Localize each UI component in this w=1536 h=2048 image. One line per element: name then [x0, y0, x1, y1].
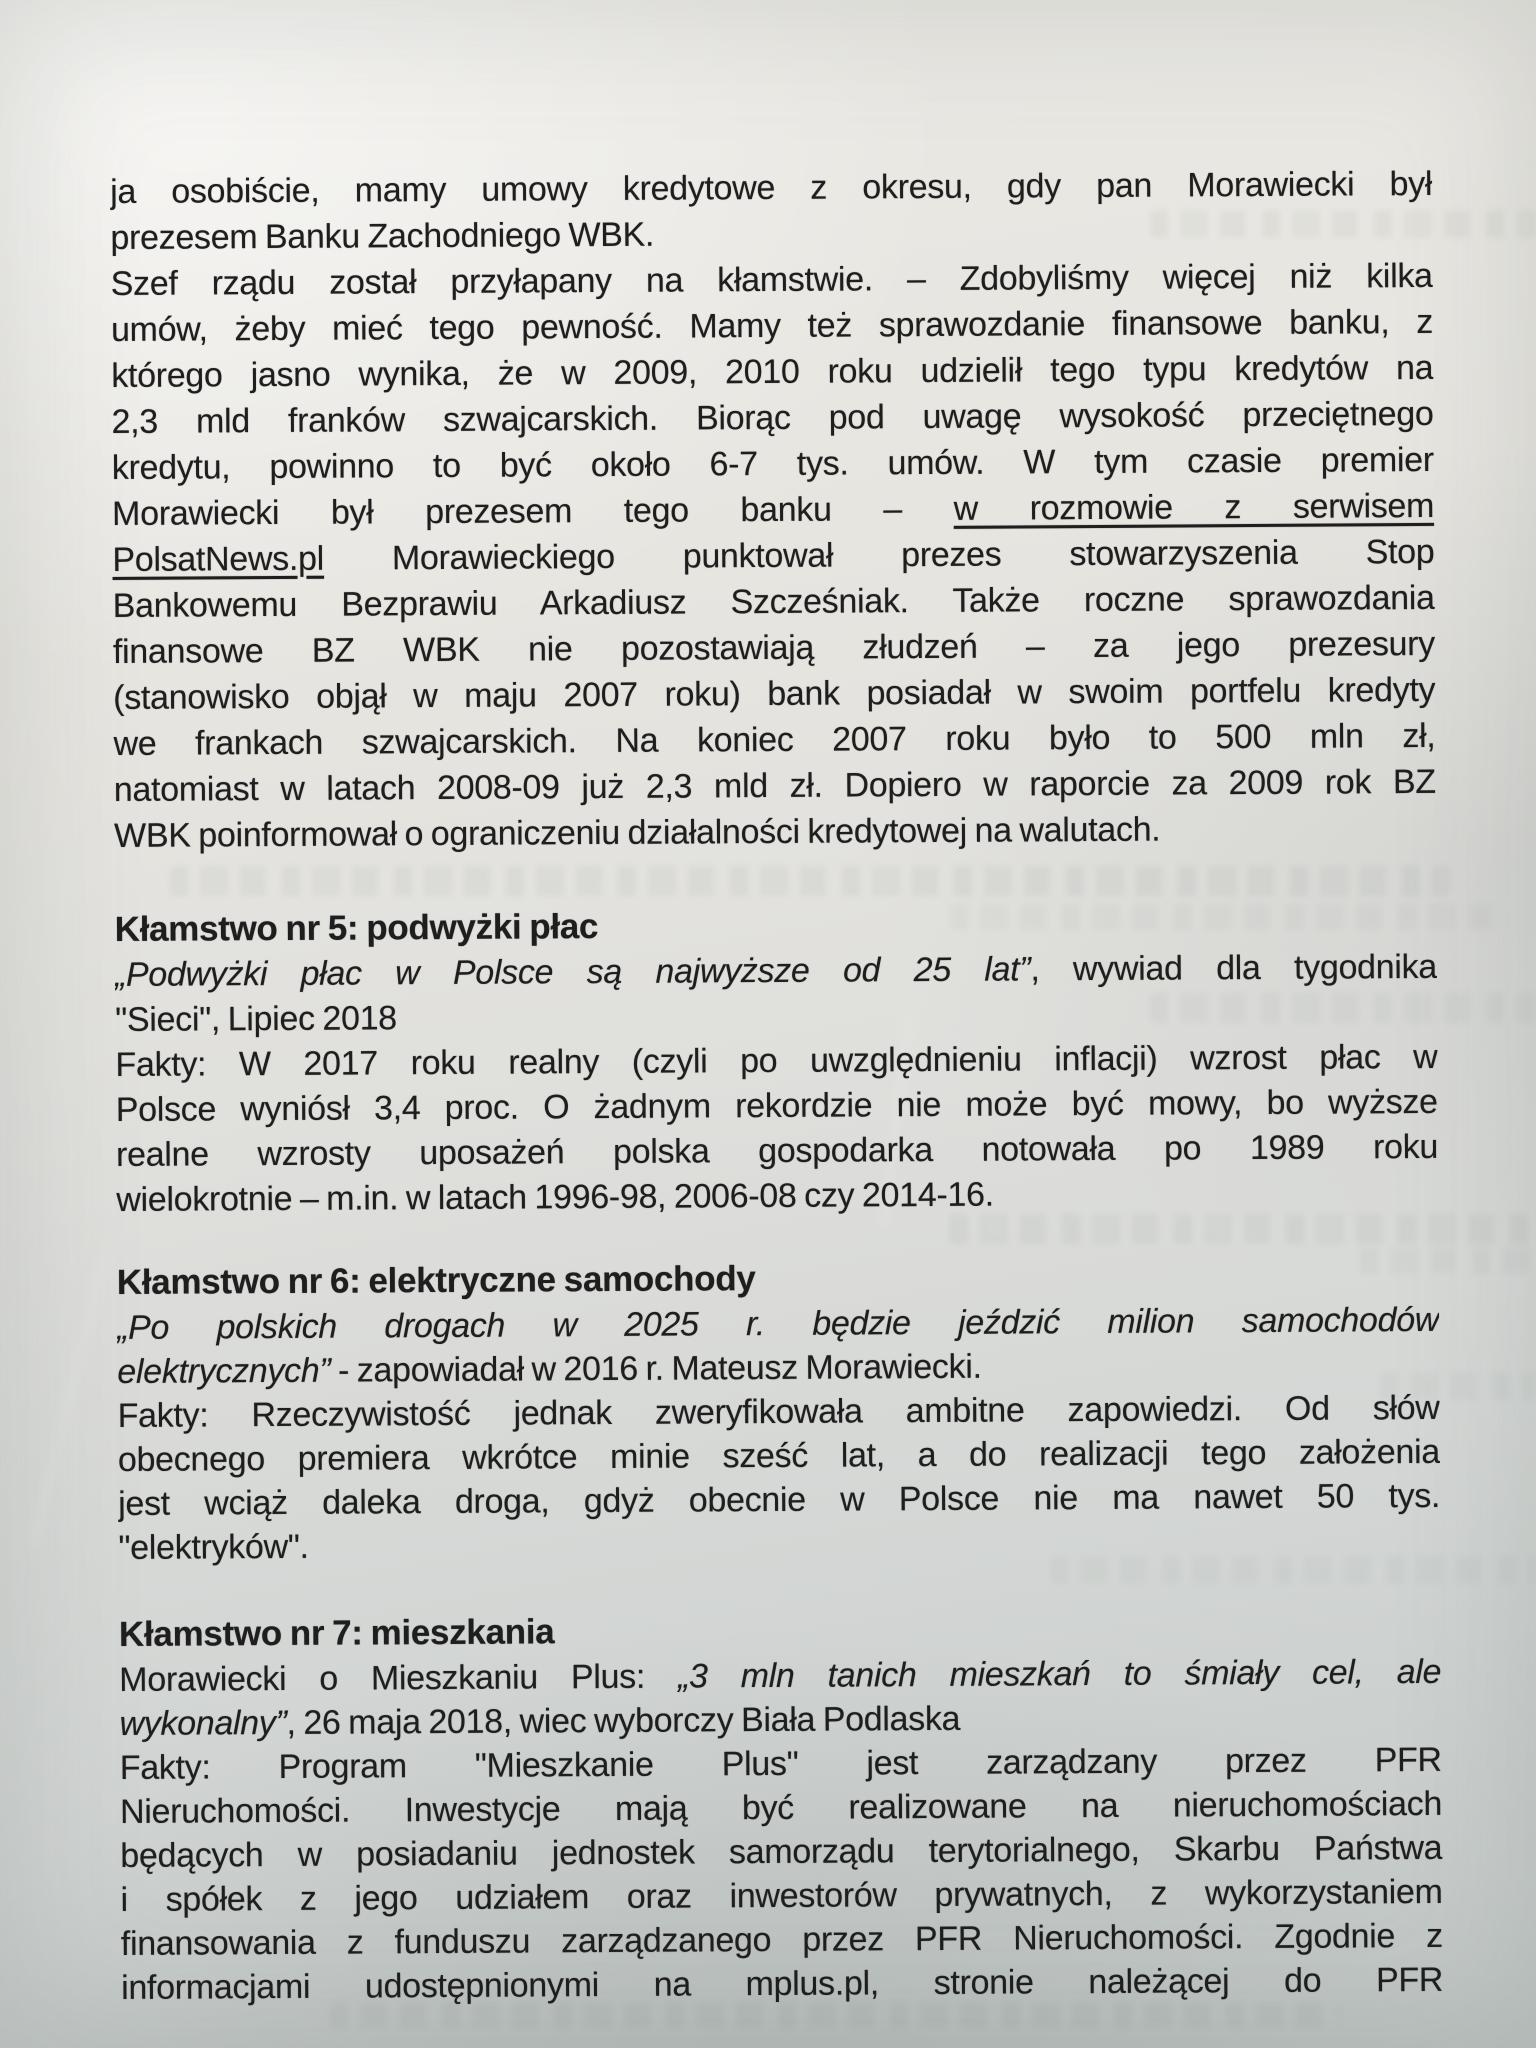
- paragraph: [119, 1650, 1443, 2010]
- section-heading: Kłamstwo nr 5: podwyżki płac: [114, 907, 599, 949]
- text-line: [114, 805, 1436, 859]
- printed-link-text: w rozmowie z serwisem: [953, 486, 1435, 528]
- text-run: we frankach szwajcarskich. Na koniec 2007 roku było to 500 mln zł,: [113, 716, 1436, 763]
- text-run: realne wzrosty uposażeń polska gospodarka notowała po 1989 roku: [115, 1127, 1439, 1174]
- text-run: Morawiecki o Mieszkaniu Plus:: [119, 1657, 679, 1699]
- text-line: [112, 437, 1434, 491]
- text-run: Bankowemu Bezprawiu Arkadiusz Szcześniak. Także roczne sprawozdania: [112, 578, 1435, 625]
- text-line: [111, 391, 1433, 445]
- text-run: , 26 maja 2018, wiec wyborczy Biała Podlaska: [286, 1699, 961, 1742]
- text-line: [112, 483, 1434, 537]
- text-run: Fakty: Program "Mieszkanie Plus" jest zarządzany przez PFR: [119, 1740, 1442, 1787]
- text-run: Morawieckiego punktował prezes stowarzyszenia Stop: [323, 532, 1435, 578]
- text-run: Fakty: W 2017 roku realny (czyli po uwzględnieniu inflacji) wzrost płac w: [115, 1037, 1438, 1084]
- text-run: „Po polskich drogach w 2025 r. będzie jeździć milion samochodów: [116, 1300, 1440, 1347]
- text-line: [110, 161, 1432, 215]
- text-line: [113, 575, 1435, 629]
- text-line: [121, 1958, 1443, 2010]
- text-run: "elektryków".: [118, 1527, 309, 1567]
- text-line: [116, 1125, 1438, 1178]
- text-run: umów, żeby mieć tego pewność. Mamy też sprawozdanie finansowe banku, z: [110, 302, 1434, 350]
- text-run: , wywiad dla tygodnika: [1030, 947, 1438, 989]
- section-heading: Kłamstwo nr 7: mieszkania: [118, 1612, 555, 1654]
- text-run: finansowania z funduszu zarządzanego przez PFR Nieruchomości. Zgodnie z: [120, 1916, 1443, 1963]
- text-run: "Sieci", Lipiec 2018: [115, 999, 397, 1039]
- text-run: „Podwyżki płac w Polsce są najwyższe od 25 lat”: [114, 950, 1031, 994]
- text-line: [116, 1080, 1438, 1133]
- text-run: (stanowisko objął w maju 2007 roku) bank posiadał w swoim portfelu kredyty: [113, 670, 1436, 717]
- text-line: [114, 759, 1436, 813]
- text-line: [111, 253, 1433, 307]
- text-run: wykonalny”: [119, 1703, 287, 1743]
- text-line: [117, 1298, 1439, 1350]
- text-run: jest wciąż daleka droga, gdyż obecnie w Polsce nie ma nawet 50 tys.: [118, 1476, 1441, 1523]
- text-line: [111, 345, 1433, 399]
- text-run: „3 mln tanich mieszkań to śmiały cel, ale: [677, 1652, 1442, 1696]
- paper-crease: [24, 1252, 114, 1547]
- text-line: [113, 667, 1435, 721]
- text-line: [118, 1474, 1440, 1526]
- text-run: Szef rządu został przyłapany na kłamstwie. – Zdobyliśmy więcej niż kilka: [110, 256, 1433, 304]
- text-line: [113, 621, 1435, 675]
- paragraph: [110, 161, 1436, 859]
- text-run: elektrycznych”: [117, 1351, 331, 1391]
- paragraph: [117, 1298, 1441, 1570]
- text-run: Fakty: Rzeczywistość jednak zweryfikowała ambitne zapowiedzi. Od słów: [117, 1388, 1440, 1435]
- text-line: [112, 529, 1434, 583]
- text-run: informacjami udostępnionymi na mplus.pl, stronie należącej do PFR: [121, 1960, 1444, 2007]
- text-line: [118, 1518, 1440, 1570]
- text-line: [119, 1650, 1441, 1702]
- text-run: ja osobiście, mamy umowy kredytowe z okresu, gdy pan Morawiecki był: [110, 164, 1433, 212]
- document-text-column: [110, 161, 1443, 2010]
- text-run: 2,3 mld franków szwajcarskich. Biorąc pod uwagę wysokość przeciętnego: [111, 394, 1434, 442]
- text-line: [115, 1035, 1437, 1088]
- text-run: Morawiecki był prezesem tego banku –: [112, 489, 954, 534]
- text-run: obecnego premiera wkrótce minie sześć lat, a do realizacji tego założenia: [117, 1432, 1440, 1479]
- text-run: kredytu, powinno to być około 6-7 tys. umów. W tym czasie premier: [111, 440, 1434, 488]
- text-line: [110, 207, 1432, 261]
- text-run: wielokrotnie – m.in. w latach 1996-98, 2006-08 czy 2014-16.: [116, 1175, 994, 1219]
- text-run: Polsce wyniósł 3,4 proc. O żadnym rekordzie nie może być mowy, bo wyższe: [115, 1082, 1438, 1129]
- text-run: prezesem Banku Zachodniego WBK.: [110, 215, 655, 258]
- text-run: będących w posiadaniu jednostek samorządu terytorialnego, Skarbu Państwa: [120, 1828, 1443, 1875]
- text-run: - zapowiadał w 2016 r. Mateusz Morawiecki.: [330, 1347, 982, 1390]
- text-run: finansowe BZ WBK nie pozostawiają złudzeń – za jego prezesury: [112, 624, 1436, 671]
- text-run: i spółek z jego udziałem oraz inwestorów prywatnych, z wykorzystaniem: [120, 1872, 1443, 1919]
- paragraph: [115, 945, 1439, 1223]
- printed-link-text: PolsatNews.pl: [112, 539, 325, 579]
- text-line: [116, 1170, 1438, 1223]
- text-line: [111, 299, 1433, 353]
- text-run: natomiast w latach 2008-09 już 2,3 mld zł. Dopiero w raporcie za 2009 rok BZ: [113, 762, 1436, 809]
- section-heading: Kłamstwo nr 6: elektryczne samochody: [116, 1259, 756, 1302]
- text-run: WBK poinformował o ograniczeniu działalności kredytowej na walutach.: [113, 810, 1161, 855]
- text-line: [115, 990, 1437, 1043]
- text-run: Nieruchomości. Inwestycje mają być realizowane na nieruchomościach: [119, 1784, 1443, 1831]
- text-run: którego jasno wynika, że w 2009, 2010 roku udzielił tego typu kredytów na: [111, 348, 1434, 396]
- text-line: [113, 713, 1435, 767]
- text-line: [115, 945, 1437, 998]
